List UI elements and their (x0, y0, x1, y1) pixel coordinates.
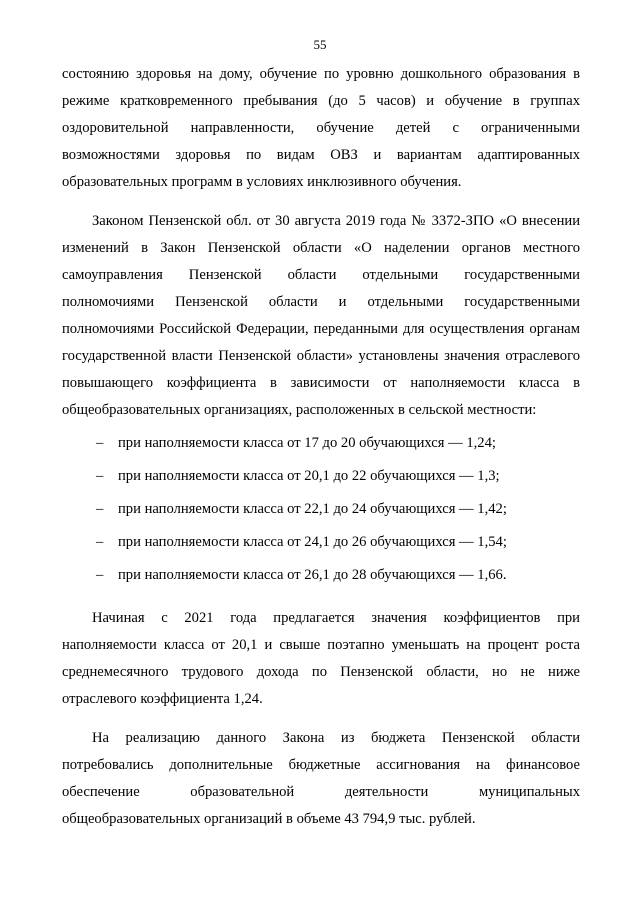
list-item (62, 562, 580, 595)
paragraph-law-description: Законом Пензенской обл. от 30 августа 2019 года № 3372-ЗПО «О внесении изменений в Закон Пензенской области «О наделении органов местного самоуправления Пензенской области отдельными государственными полномочиями Пензенской области и отдельными государственными полномочиями Российской Федерации, переданными для осуществления органам государственной власти Пензенской области» установлены значения отраслевого повышающего коэффициента в зависимости от наполняемости класса в общеобразовательных организациях, расположенных в сельской местности: (62, 213, 580, 418)
list-item-text: при наполняемости класса от 26,1 до 28 обучающихся — 1,66. (118, 567, 507, 583)
list-dash: – (96, 534, 104, 550)
paragraph-budget-allocation: На реализацию данного Закона из бюджета Пензенской области потребовались дополнительные бюджетные ассигнования на финансовое обеспечение образовательной деятельности муниципальных общеобразовательных организаций в объеме 43 794,9 тыс. рублей. (62, 730, 580, 827)
list-dash: – (96, 468, 104, 484)
list-item (62, 430, 580, 463)
list-dash: – (96, 501, 104, 517)
list-item (62, 496, 580, 529)
list-item-text: при наполняемости класса от 24,1 до 26 обучающихся — 1,54; (118, 534, 507, 550)
list-item-text: при наполняемости класса от 20,1 до 22 обучающихся — 1,3; (118, 468, 500, 484)
list-dash: – (96, 567, 104, 583)
list-item (62, 529, 580, 562)
document-body (62, 61, 580, 833)
coefficient-list (62, 430, 580, 595)
page-number: 55 (313, 37, 327, 52)
list-dash: – (96, 435, 104, 451)
paragraph-continuation: состоянию здоровья на дому, обучение по уровню дошкольного образования в режиме кратковременного пребывания (до 5 часов) и обучение в группах оздоровительной направленности, обучение детей с ограниченными возможностями здоровья по видам ОВЗ и вариантам адаптированных образовательных программ в условиях инклюзивного обучения. (62, 66, 580, 190)
list-item-text: при наполняемости класса от 22,1 до 24 обучающихся — 1,42; (118, 501, 507, 517)
list-item-text: при наполняемости класса от 17 до 20 обучающихся — 1,24; (118, 435, 496, 451)
list-item (62, 463, 580, 496)
paragraph-coefficient-reduction: Начиная с 2021 года предлагается значения коэффициентов при наполняемости класса от 20,1 и свыше поэтапно уменьшать на процент роста среднемесячного трудового дохода по Пензенской области, но не ниже отраслевого коэффициента 1,24. (62, 610, 580, 707)
